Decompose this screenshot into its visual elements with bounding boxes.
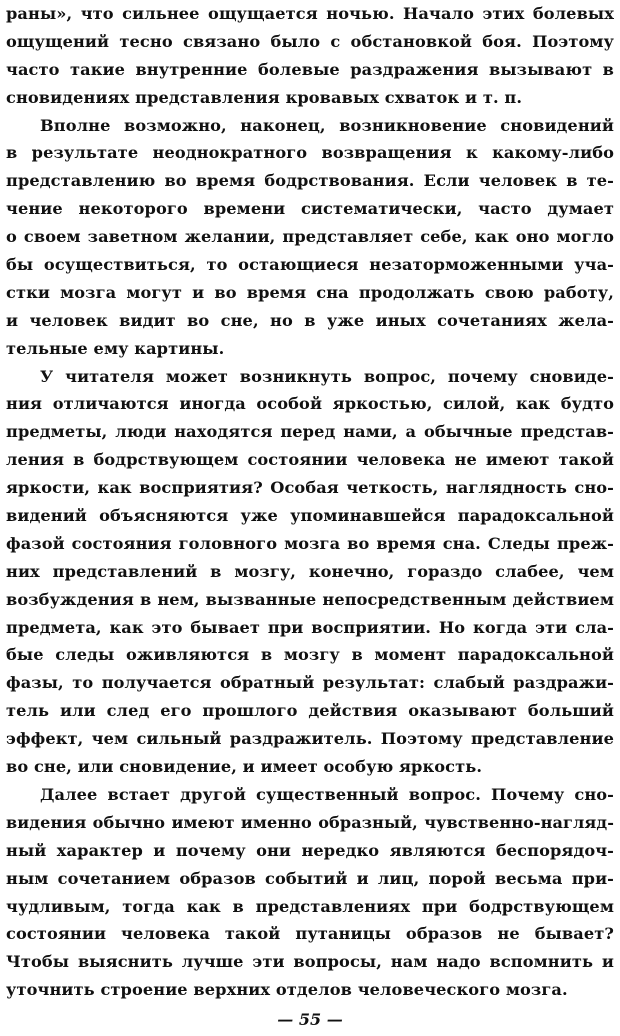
text-line: представлению во время бодрствования. Если человек в те-	[6, 171, 614, 191]
text-line: видения обычно имеют именно образный, чувственно-нагляд-	[6, 812, 614, 832]
text-line: бы осуществиться, то остающиеся незаторможенными уча-	[6, 255, 614, 275]
text-line: бые следы оживляются в мозгу в момент парадоксальной	[6, 645, 614, 665]
text-line: ным сочетанием образов событий и лиц, порой весьма при-	[6, 868, 614, 888]
text-line: часто такие внутренние болевые раздражения вызывают в	[6, 59, 614, 79]
paragraph-first-line: Далее встает другой существенный вопрос. Почему сно-	[40, 784, 614, 804]
text-line: чудливым, тогда как в представлениях при бодрствующем	[6, 896, 614, 916]
text-line: раны», что сильнее ощущается ночью. Начало этих болевых	[6, 4, 614, 23]
text-line: предмета, как это бывает при восприятии. Но когда эти сла-	[6, 617, 614, 637]
text-line: возбуждения в нем, вызванные непосредственным действием	[6, 589, 614, 609]
text-line: сновидениях представления кровавых схваток и т. п.	[6, 87, 523, 107]
body-text	[6, 0, 614, 1004]
text-line: ный характер и почему они нередко являются беспорядоч-	[6, 840, 614, 860]
text-line: фазой состояния головного мозга во время сна. Следы преж-	[6, 533, 614, 553]
text-line: яркости, как восприятия? Особая четкость, наглядность сно-	[6, 478, 614, 498]
text-line: ощущений тесно связано было с обстановкой боя. Поэтому	[6, 31, 614, 51]
text-line: уточнить строение верхних отделов человеческого мозга.	[6, 980, 568, 1000]
text-line: тель или след его прошлого действия оказывают больший	[6, 701, 614, 721]
text-line: предметы, люди находятся перед нами, а обычные представ-	[6, 422, 614, 442]
text-line: тельные ему картины.	[6, 338, 225, 358]
text-line: состоянии человека такой путаницы образов не бывает?	[6, 924, 614, 944]
text-line: видений объясняются уже упоминавшейся парадоксальной	[6, 506, 614, 526]
text-line: во сне, или сновидение, и имеет особую яркость.	[6, 757, 483, 777]
paragraph-first-line: Вполне возможно, наконец, возникновение сновидений	[40, 115, 614, 135]
text-line: эффект, чем сильный раздражитель. Поэтому представление	[6, 729, 614, 749]
page-number: — 55 —	[277, 1010, 343, 1029]
paragraph-first-line: У читателя может возникнуть вопрос, почему сновиде-	[40, 366, 614, 386]
text-line: и человек видит во сне, но в уже иных сочетаниях жела-	[6, 310, 614, 330]
text-line: о своем заветном желании, представляет себе, как оно могло	[6, 227, 614, 247]
text-line: чение некоторого времени систематически, часто думает	[6, 199, 614, 219]
text-line: фазы, то получается обратный результат: слабый раздражи-	[6, 673, 614, 693]
text-line: ния отличаются иногда особой яркостью, силой, как будто	[6, 394, 614, 414]
text-line: в результате неоднократного возвращения к какому-либо	[6, 143, 614, 163]
text-line: них представлений в мозгу, конечно, гораздо слабее, чем	[6, 561, 614, 581]
text-line: ления в бодрствующем состоянии человека не имеют такой	[6, 450, 614, 470]
text-line: Чтобы выяснить лучше эти вопросы, нам надо вспомнить и	[6, 952, 614, 972]
text-line: стки мозга могут и во время сна продолжать свою работу,	[6, 282, 614, 302]
